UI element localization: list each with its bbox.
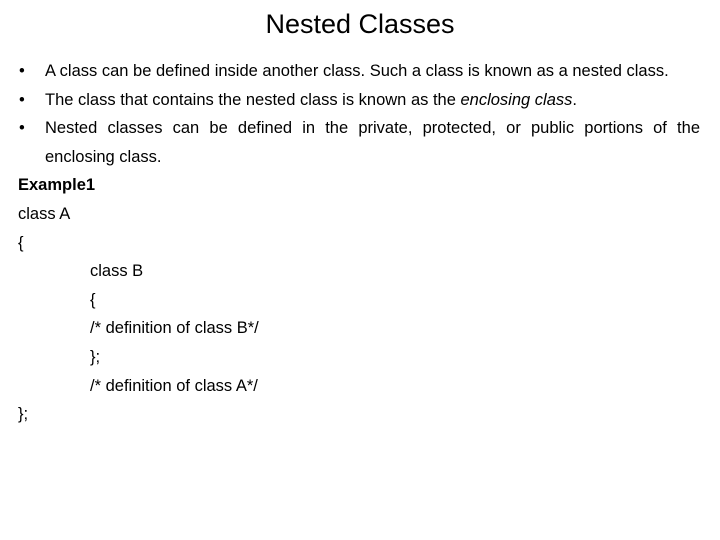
bullet-icon: • xyxy=(19,90,25,109)
code-line: class B xyxy=(90,262,144,281)
bullet-text-emphasis: enclosing class xyxy=(460,90,573,109)
code-line: { xyxy=(18,233,24,252)
bullet-text: Nested classes can be defined in the private, protected, or public portions of the enclosing class. xyxy=(45,119,700,166)
slide-title: Nested Classes xyxy=(265,9,455,39)
bullet-text-before: The class that contains the nested class is known as the xyxy=(45,90,461,109)
code-comment: /* definition of class A*/ xyxy=(90,376,258,395)
bullet-list xyxy=(18,57,700,171)
example-heading: Example1 xyxy=(18,176,96,195)
code-line: class A xyxy=(18,204,71,223)
bullet-item xyxy=(18,114,700,171)
code-line: }; xyxy=(90,347,101,366)
code-line: }; xyxy=(18,405,29,424)
bullet-item xyxy=(18,86,700,115)
bullet-icon: • xyxy=(19,119,25,138)
code-line: { xyxy=(90,290,96,309)
bullet-text-after: . xyxy=(572,90,577,109)
bullet-item xyxy=(18,57,700,86)
slide-body xyxy=(18,57,700,429)
bullet-text: A class can be defined inside another class. Such a class is known as a nested class. xyxy=(45,62,669,80)
bullet-icon: • xyxy=(19,62,25,80)
code-comment: /* definition of class B*/ xyxy=(90,319,259,338)
